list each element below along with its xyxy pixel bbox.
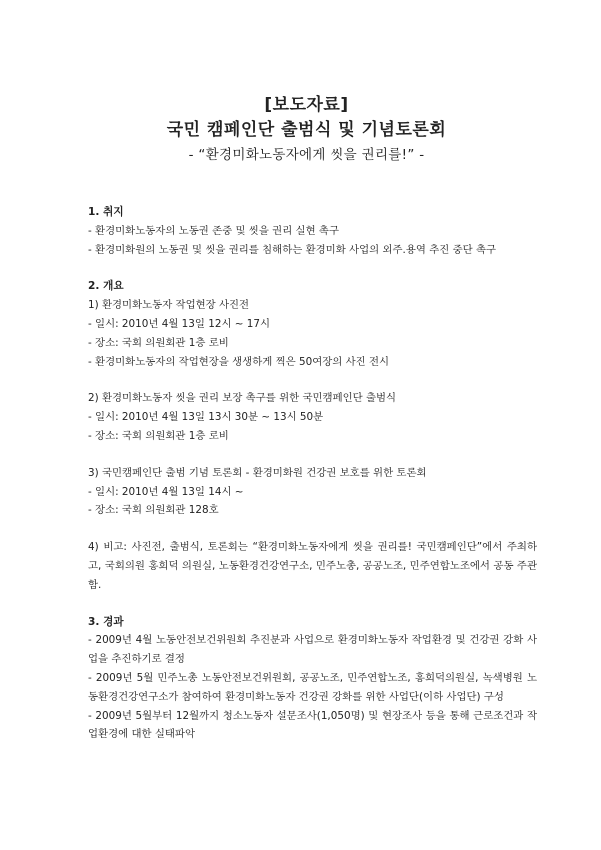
section-heading: 1. 취지 — [88, 206, 124, 218]
overview-photo-exhibition — [88, 296, 537, 371]
overview-note — [88, 538, 537, 594]
overview-line: 1) 환경미화노동자 작업현장 사진전 — [88, 299, 250, 312]
overview-line: - 일시: 2010년 4월 13일 14시 ~ — [88, 485, 244, 498]
section-heading: 2. 개요 — [88, 280, 124, 293]
section-overview — [88, 277, 537, 594]
overview-launch-ceremony — [88, 389, 537, 445]
overview-line: 2) 환경미화노동자 씻을 권리 보장 촉구를 위한 국민캠페인단 출범식 — [88, 392, 397, 405]
overview-line: 3) 국민캠페인단 출범 기념 토론회 - 환경미화원 건강권 보호를 위한 토론회 — [88, 466, 427, 479]
purpose-line: - 환경미화원의 노동권 및 씻을 권리를 침해하는 환경미화 사업의 외주.용역 추진 중단 촉구 — [88, 243, 497, 256]
section-purpose — [88, 203, 537, 259]
document-tag: [보도자료] — [264, 95, 349, 115]
overview-line: - 일시: 2010년 4월 13일 13시 30분 ~ 13시 50분 — [88, 411, 324, 424]
history-paragraph: - 2009년 5월부터 12월까지 청소노동자 설문조사(1,050명) 및 현장조사 등을 통해 근로조건과 작업환경에 대한 실태파악 — [88, 709, 537, 741]
document-title: 국민 캠페인단 출범식 및 기념토론회 — [166, 120, 447, 140]
overview-forum — [88, 464, 537, 520]
note-paragraph: 4) 비고: 사진전, 출범식, 토론회는 “환경미화노동자에게 씻을 권리를! 국민캠페인단”에서 주최하고, 국회의원 홍희덕 의원실, 노동환경건강연구소, 민주노총, 공공노조, 민주연합노조에서 공동 주관함. — [88, 541, 537, 591]
section-history — [88, 613, 537, 745]
overview-line: - 일시: 2010년 4월 13일 12시 ~ 17시 — [88, 317, 271, 330]
section-heading: 3. 경과 — [88, 615, 124, 628]
document-subtitle: - “환경미화노동자에게 씻을 권리를!” - — [188, 147, 425, 163]
purpose-line: - 환경미화노동자의 노동권 존중 및 씻을 권리 실현 촉구 — [88, 224, 339, 237]
overview-line: - 장소: 국회 의원회관 1층 로비 — [88, 336, 229, 349]
title-block — [76, 93, 537, 167]
history-paragraph: - 2009년 4월 노동안전보건위원회 추진분과 사업으로 환경미화노동자 작업환경 및 건강권 강화 사업을 추진하기로 결정 — [88, 634, 537, 666]
document-body — [88, 203, 537, 744]
overview-line: - 환경미화노동자의 작업현장을 생생하게 찍은 50여장의 사진 전시 — [88, 355, 390, 368]
overview-line: - 장소: 국회 의원회관 1층 로비 — [88, 429, 229, 442]
overview-line: - 장소: 국회 의원회관 128호 — [88, 504, 219, 517]
history-paragraph: - 2009년 5월 민주노총 노동안전보건위원회, 공공노조, 민주연합노조, 홍희덕의원실, 녹색병원 노동환경건강연구소가 참여하여 환경미화노동자 건강권 강화를 위한 사업단(이하 사업단) 구성 — [88, 671, 537, 703]
